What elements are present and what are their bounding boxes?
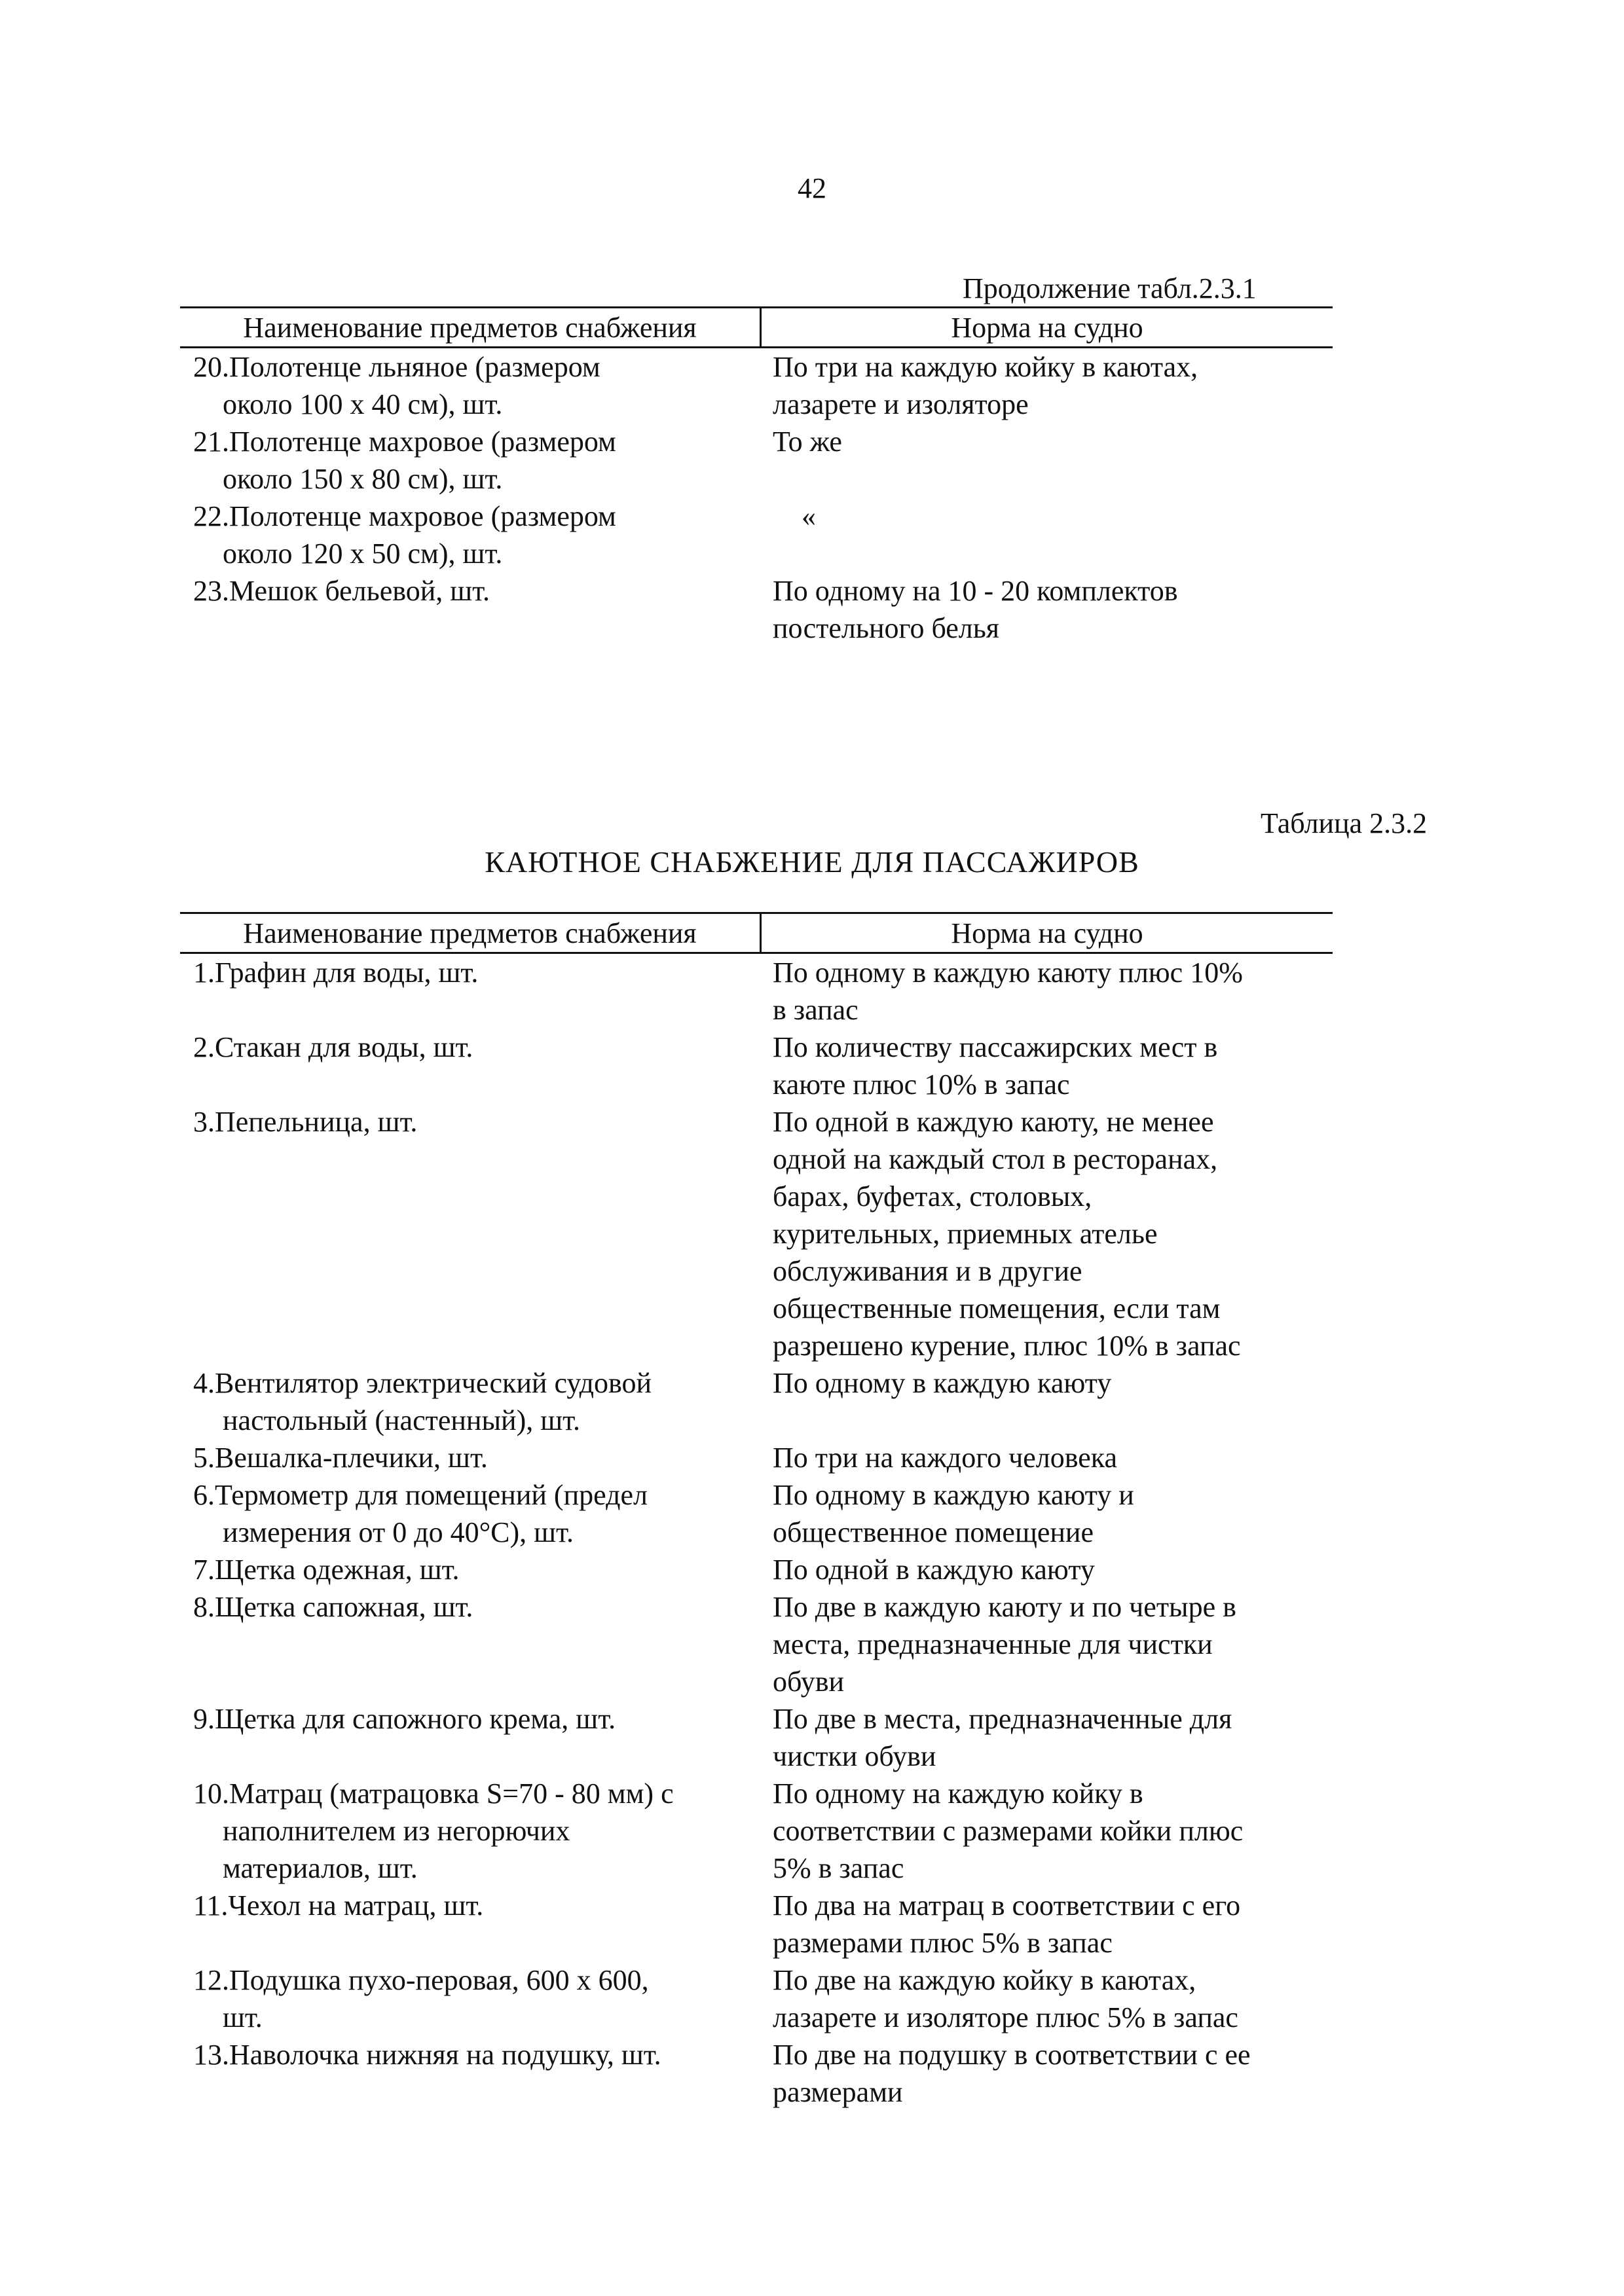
norm-cell [766, 1887, 1333, 1961]
page-number: 42 [798, 172, 826, 204]
item-text: 20.Полотенце льняное (размером [193, 351, 600, 383]
item-cell [180, 498, 766, 572]
norm-cell [766, 2036, 1333, 2111]
norm-cell [766, 1961, 1333, 2036]
item-text: 9.Щетка для сапожного крема, шт. [193, 1703, 616, 1735]
table-row [180, 1700, 1333, 1775]
norm-cell [766, 1476, 1333, 1551]
item-cell [180, 1103, 766, 1364]
table-row [180, 423, 1333, 498]
norm-cell [766, 1029, 1333, 1103]
norm-text: По одной в каждую каюту [773, 1554, 1095, 1586]
norm-text: места, предназначенные для чистки [773, 1628, 1213, 1660]
item-text: материалов, шт. [223, 1852, 418, 1884]
column-header-norm: Норма на судно [951, 917, 1143, 949]
item-cell [180, 1887, 766, 1961]
table-label: Таблица 2.3.2 [1261, 807, 1428, 839]
norm-text: То же [773, 426, 842, 458]
column-header-item: Наименование предметов снабжения [180, 308, 762, 346]
norm-text: По одному в каждую каюту плюс 10% [773, 957, 1243, 989]
norm-cell [766, 1775, 1333, 1887]
norm-text: 5% в запас [773, 1852, 904, 1884]
norm-text: одной на каждый стол в ресторанах, [773, 1143, 1218, 1175]
item-text: 11.Чехол на матрац, шт. [193, 1889, 484, 1922]
item-text: 6.Термометр для помещений (предел [193, 1479, 648, 1511]
norm-text: размерами плюс 5% в запас [773, 1927, 1113, 1959]
norm-text: По одному в каждую каюту и [773, 1479, 1134, 1511]
table-row [180, 1775, 1333, 1887]
norm-cell [766, 498, 1333, 572]
table-row [180, 1961, 1333, 2036]
norm-text: По количеству пассажирских мест в [773, 1031, 1218, 1063]
norm-text: барах, буфетах, столовых, [773, 1180, 1092, 1212]
item-text: 3.Пепельница, шт. [193, 1106, 418, 1138]
table-row [180, 2036, 1333, 2111]
norm-cell [766, 423, 1333, 498]
item-text: 1.Графин для воды, шт. [193, 957, 479, 989]
table-row [180, 1476, 1333, 1551]
item-text: 7.Щетка одежная, шт. [193, 1554, 460, 1586]
item-text: около 100 х 40 см), шт. [223, 388, 503, 420]
supply-table-continued [180, 306, 1333, 647]
item-text: 4.Вентилятор электрический судовой [193, 1367, 652, 1399]
norm-cell [766, 1588, 1333, 1700]
norm-text: постельного белья [773, 612, 1000, 644]
table-row [180, 348, 1333, 423]
norm-text: По три на каждую койку в каютах, [773, 351, 1198, 383]
item-cell [180, 1364, 766, 1439]
norm-text: По три на каждого человека [773, 1442, 1118, 1474]
table-row [180, 1029, 1333, 1103]
item-cell [180, 954, 766, 1029]
table-row [180, 1364, 1333, 1439]
table-row [180, 1439, 1333, 1476]
item-cell [180, 2036, 766, 2111]
norm-text: в запас [773, 994, 858, 1026]
norm-text: « [773, 500, 816, 532]
norm-text: По две на подушку в соответствии с ее [773, 2039, 1251, 2071]
table-continuation-caption: Продолжение табл.2.3.1 [963, 272, 1257, 304]
norm-text: размерами [773, 2076, 903, 2108]
norm-text: По две в места, предназначенные для [773, 1703, 1232, 1735]
column-header-item: Наименование предметов снабжения [180, 914, 762, 952]
item-cell [180, 1476, 766, 1551]
table-row [180, 1551, 1333, 1588]
norm-text: чистки обуви [773, 1740, 936, 1772]
norm-text: соответствии с размерами койки плюс [773, 1815, 1244, 1847]
norm-text: лазарете и изоляторе [773, 388, 1029, 420]
norm-text: общественное помещение [773, 1516, 1094, 1548]
item-text: 22.Полотенце махровое (размером [193, 500, 616, 532]
norm-text: разрешено курение, плюс 10% в запас [773, 1330, 1241, 1362]
table-header [180, 306, 1333, 348]
item-text: настольный (настенный), шт. [223, 1404, 581, 1436]
norm-text: По два на матрац в соответствии с его [773, 1889, 1241, 1922]
item-text: наполнителем из негорючих [223, 1815, 570, 1847]
item-text: 10.Матрац (матрацовка S=70 - 80 мм) с [193, 1777, 674, 1810]
item-text: 12.Подушка пухо-перовая, 600 х 600, [193, 1964, 649, 1996]
table-body [180, 348, 1333, 647]
norm-text: По одному в каждую каюту [773, 1367, 1112, 1399]
item-cell [180, 348, 766, 423]
norm-text: По две в каждую каюту и по четыре в [773, 1591, 1236, 1623]
norm-text: курительных, приемных ателье [773, 1218, 1158, 1250]
item-text: 23.Мешок бельевой, шт. [193, 575, 490, 607]
norm-text: По одной в каждую каюту, не менее [773, 1106, 1214, 1138]
item-text: измерения от 0 до 40°С), шт. [223, 1516, 574, 1548]
item-cell [180, 1551, 766, 1588]
table-row [180, 572, 1333, 647]
item-text: 13.Наволочка нижняя на подушку, шт. [193, 2039, 661, 2071]
norm-text: обуви [773, 1666, 845, 1698]
item-cell [180, 1961, 766, 2036]
item-cell [180, 1775, 766, 1887]
norm-text: лазарете и изоляторе плюс 5% в запас [773, 2001, 1238, 2033]
item-text: 5.Вешалка-плечики, шт. [193, 1442, 488, 1474]
item-text: 21.Полотенце махровое (размером [193, 426, 616, 458]
item-text: около 120 х 50 см), шт. [223, 538, 503, 570]
norm-cell [766, 572, 1333, 647]
table-row [180, 1103, 1333, 1364]
table-title: КАЮТНОЕ СНАБЖЕНИЕ ДЛЯ ПАССАЖИРОВ [485, 845, 1139, 879]
norm-cell [766, 1103, 1333, 1364]
table-header [180, 912, 1333, 954]
norm-cell [766, 1700, 1333, 1775]
passenger-cabin-supply-table [180, 912, 1333, 2111]
table-row [180, 498, 1333, 572]
norm-text: По две на каждую койку в каютах, [773, 1964, 1196, 1996]
norm-cell [766, 954, 1333, 1029]
norm-cell [766, 1551, 1333, 1588]
item-cell [180, 1588, 766, 1700]
table-row [180, 1588, 1333, 1700]
item-cell [180, 1029, 766, 1103]
item-text: шт. [223, 2001, 263, 2033]
item-cell [180, 1700, 766, 1775]
table-row [180, 954, 1333, 1029]
item-cell [180, 572, 766, 647]
norm-cell [766, 1364, 1333, 1439]
norm-text: обслуживания и в другие [773, 1255, 1082, 1287]
item-cell [180, 1439, 766, 1476]
item-cell [180, 423, 766, 498]
item-text: 8.Щетка сапожная, шт. [193, 1591, 473, 1623]
norm-text: общественные помещения, если там [773, 1292, 1221, 1324]
norm-text: По одному на 10 - 20 комплектов [773, 575, 1178, 607]
item-text: около 150 х 80 см), шт. [223, 463, 503, 495]
item-text: 2.Стакан для воды, шт. [193, 1031, 473, 1063]
norm-text: каюте плюс 10% в запас [773, 1068, 1070, 1101]
table-body [180, 954, 1333, 2111]
norm-cell [766, 348, 1333, 423]
column-header-norm: Норма на судно [951, 311, 1143, 344]
norm-cell [766, 1439, 1333, 1476]
table-row [180, 1887, 1333, 1961]
norm-text: По одному на каждую койку в [773, 1777, 1143, 1810]
